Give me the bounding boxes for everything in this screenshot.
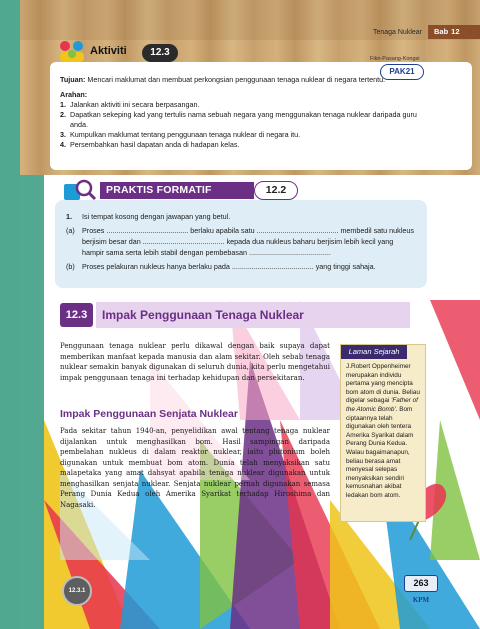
pak21-logo: PAK21 <box>380 64 424 80</box>
section-title: Impak Penggunaan Tenaga Nuklear <box>96 302 410 328</box>
intro-paragraph: Penggunaan tenaga nuklear perlu dikawal dengan baik supaya dapat memberikan manfaat kepada manusia dan alam sekitar. Oleh sebab tenaga nuklear semakin banyak digunakan di seluruh dunia, kita perlu mengetahui impak penggunaan tenaga ini terhadap kehidupan dan persekitaran. <box>60 342 330 382</box>
part-b-text: Proses pelakuran nukleus hanya berlaku pada ......................................... yang tinggi sahaja. <box>82 262 376 271</box>
list-item: 1. Jalankan aktiviti ini secara berpasangan. <box>60 100 200 109</box>
part-a-text: Proses ......................................... berlaku apabila satu ......................................... membedil satu nukleus berjisim besar dan ......................................... kepada dua nukleus baharu berjisim lebih kecil yang hampir sama serta lebih stabil dengan pembebasan ......................................... <box>82 226 414 257</box>
chapter-title: Tenaga Nuklear <box>372 29 422 36</box>
list-item: 4. Persembahkan hasil dapatan anda di hadapan kelas. <box>60 140 240 149</box>
chapter-tab-label: Bab <box>434 27 449 36</box>
activity-number: 12.3 <box>142 44 178 62</box>
aim-text: Mencari maklumat dan membuat perkongsian penggunaan tenaga nuklear di negara tertentu. <box>87 75 386 84</box>
history-note-tag: Laman Sejarah <box>341 345 407 359</box>
question-part-a <box>66 225 416 258</box>
instructions-label: Arahan: <box>60 90 88 99</box>
part-b-label: (b) <box>66 262 75 271</box>
group-discussion-icon <box>58 38 86 64</box>
history-note-text-1: J.Robert Oppenheimer merupakan individu pertama yang mencipta bom atom di dunia. Beliau digelar sebagai <box>346 363 420 405</box>
pak-caption: Fikir-Pasang-Kongsi <box>370 56 420 62</box>
instructions-list <box>60 100 420 150</box>
activity-label: Aktiviti <box>90 45 127 57</box>
history-note-text <box>346 363 422 501</box>
formative-practice-body <box>66 211 416 272</box>
subheading: Impak Penggunaan Senjata Nuklear <box>60 408 238 420</box>
history-note-quote: 'Father of the Atomic Bomb' <box>346 397 418 413</box>
formative-practice-banner <box>62 178 302 202</box>
history-note-text-2: . Bom ciptaannya telah digunakan oleh tentera Amerika Syarikat dalam Perang Dunia Kedua. Walau bagaimanapun, beliau berasa amat menyesal selepas menyaksikan sendiri kemusnahan akibat ledakan bom atom. <box>346 405 414 499</box>
activity-badge <box>58 44 178 64</box>
list-item: 2. Dapatkan sekeping kad yang tertulis nama sebuah negara yang menggunakan tenaga nuklear daripada guru anda. <box>60 110 417 129</box>
magnifier-icon <box>62 178 98 202</box>
formative-practice-title: PRAKTIS FORMATIF <box>100 182 254 199</box>
page-number: 263 <box>404 575 438 592</box>
formative-practice-number: 12.2 <box>254 181 298 200</box>
activity-body <box>60 75 420 150</box>
aim-label: Tujuan: <box>60 75 86 84</box>
question-text: Isi tempat kosong dengan jawapan yang betul. <box>82 212 231 221</box>
question-number: 1. <box>66 212 72 221</box>
question <box>66 211 416 222</box>
section-number: 12.3 <box>60 303 93 327</box>
activity-aim <box>60 75 420 85</box>
list-item: 3. Kumpulkan maklumat tentang penggunaan tenaga nuklear di negara itu. <box>60 130 301 139</box>
part-a-label: (a) <box>66 226 75 235</box>
qr-code-badge[interactable]: 12.3.1 <box>62 576 92 606</box>
chapter-number: 12 <box>451 27 460 36</box>
body-paragraph: Pada sekitar tahun 1940-an, penyelidikan awal tentang tenaga nuklear dijalankan untuk menghasilkan bom. Hasil sampingan daripada pembelahan nukleus di dalam reaktor nuklear, iaitu plutonium boleh digunakan untuk membuat bom atom. Dunia telah menyaksikan satu malapetaka yang amat dahsyat apabila tenaga nuklear digunakan untuk menghasilkan senjata nuklear. Senjata nuklear pernah digunakan semasa Perang Dunia Kedua oleh Amerika Syarikat terhadap Hiroshima dan Nagasaki. <box>60 427 330 509</box>
question-part-b <box>66 261 416 272</box>
chapter-tab <box>428 25 480 39</box>
publisher-label: KPM <box>412 596 430 604</box>
